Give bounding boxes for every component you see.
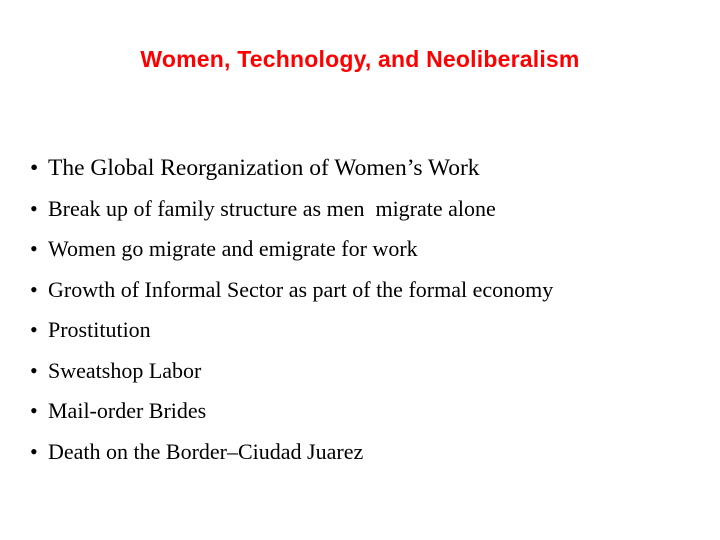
list-item (30, 310, 710, 351)
list-item (30, 270, 710, 311)
bullet-icon: • (30, 155, 39, 181)
bullet-text: Mail-order Brides (48, 398, 207, 423)
list-item (30, 432, 710, 473)
bullet-text: The Global Reorganization of Women’s Work (48, 155, 480, 181)
bullet-text: Break up of family structure as men migrate alone (48, 195, 496, 221)
bullet-icon: • (30, 195, 38, 221)
bullet-text: Prostitution (48, 317, 151, 342)
list-item (30, 189, 710, 230)
bullet-text: Death on the Border–Ciudad Juarez (48, 438, 364, 464)
list-item (30, 229, 710, 270)
bullet-icon: • (30, 236, 38, 261)
bullet-icon: • (30, 317, 38, 342)
slide-title: Women, Technology, and Neoliberalism (140, 46, 580, 72)
list-item (30, 148, 710, 189)
bullet-icon: • (30, 398, 38, 423)
bullet-text: Women go migrate and emigrate for work (48, 236, 418, 261)
bullet-text: Sweatshop Labor (48, 357, 202, 383)
list-item (30, 391, 710, 432)
list-item (30, 351, 710, 392)
bullet-icon: • (30, 357, 38, 383)
bullet-text: Growth of Informal Sector as part of the formal economy (48, 276, 554, 302)
bullet-list (30, 148, 710, 472)
bullet-icon: • (30, 276, 38, 302)
bullet-icon: • (30, 438, 38, 464)
